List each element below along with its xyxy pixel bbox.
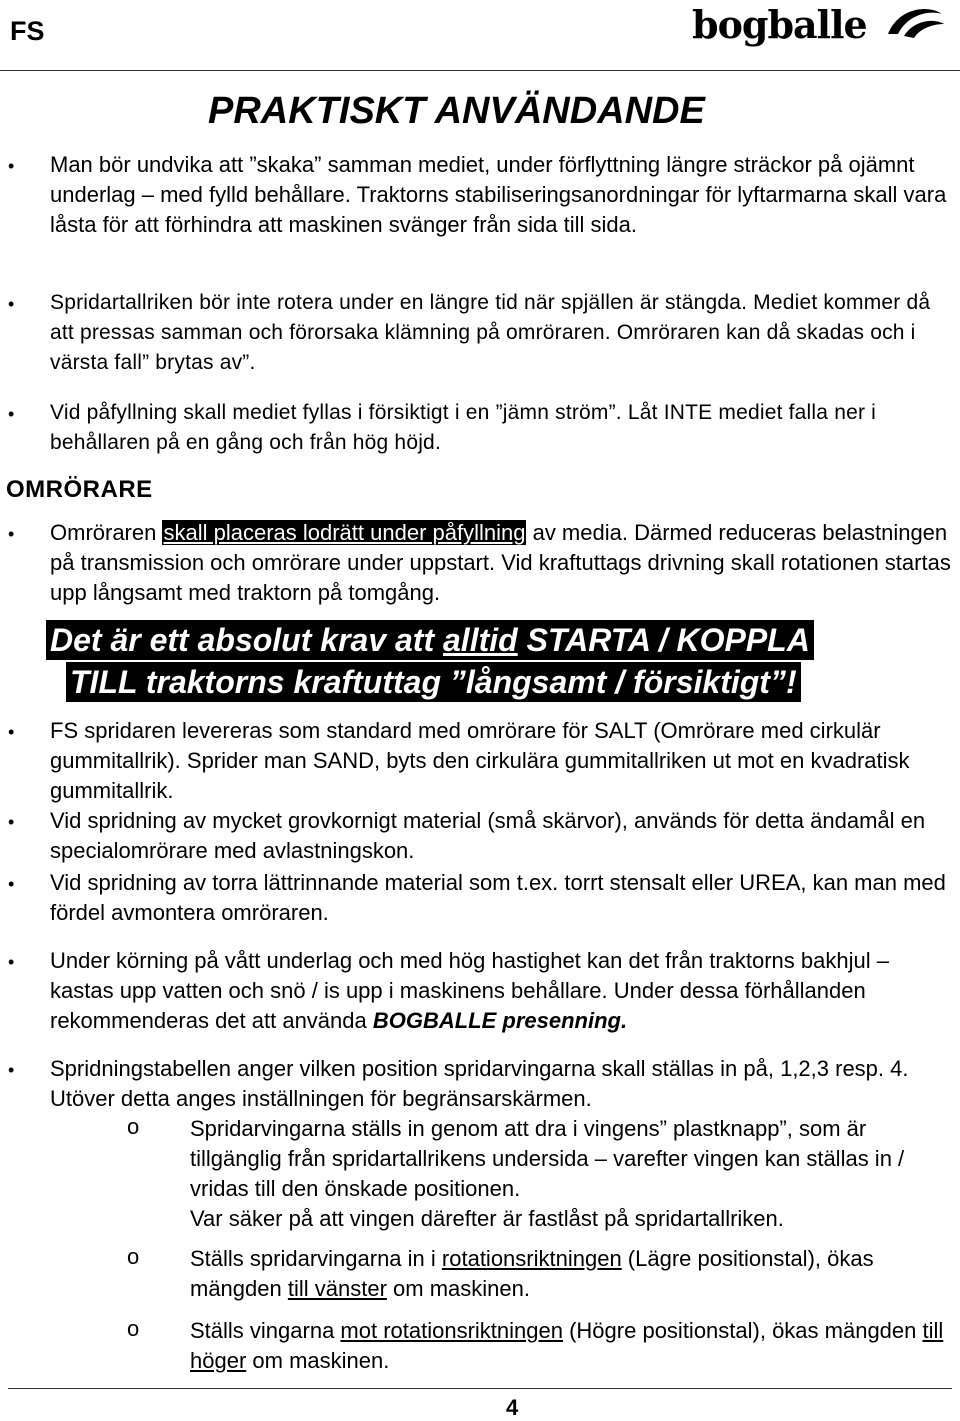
paragraph-agitator: Omröraren skall placeras lodrätt under påfyllning av media. Därmed reduceras belastningen på transmission och omrörare under uppstart. Vid kraftuttags drivning skall rotationen startas upp långsamt med traktorn på tomgång.: [50, 520, 951, 605]
sub-list-marker: o: [127, 1244, 140, 1269]
footer-divider: [8, 1388, 952, 1389]
bullet-mark: •: [8, 952, 15, 972]
bullet-mark: •: [8, 874, 15, 894]
sub-list-marker: o: [127, 1114, 140, 1139]
page-number: 4: [506, 1395, 519, 1420]
sub-item-vane-adjust: Spridarvingarna ställs in genom att dra i vingens” plastknapp”, som är tillgänglig från spridartallrikens undersida – varefter vingen kan ställas in / vridas till den önskade positionen. Var säker på att vingen därefter är fastlåst på spridartallriken.: [190, 1116, 905, 1231]
document-code: FS: [10, 16, 45, 46]
sub-list-marker: o: [127, 1316, 140, 1341]
highlighted-phrase: skall placeras lodrätt under påfyllning: [163, 520, 526, 545]
warning-line-1: Det är ett absolut krav att alltid STARTA / KOPPLA: [46, 620, 814, 660]
bullet-mark: •: [8, 1060, 15, 1080]
paragraph-spread-table: Spridningstabellen anger vilken position spridarvingarna skall ställas in på, 1,2,3 resp. 4. Utöver detta anges inställningen för begränsarskärmen.: [50, 1056, 909, 1111]
bullet-mark: •: [8, 156, 15, 176]
warning-line-2: TILL traktorns kraftuttag ”långsamt / försiktigt”!: [66, 662, 801, 702]
sub-item-against-rotation: Ställs vingarna mot rotationsriktningen (Högre positionstal), ökas mängden till höger om maskinen.: [190, 1318, 944, 1373]
page-title: PRAKTISKT ANVÄNDANDE: [208, 90, 705, 132]
paragraph-wet-conditions: Under körning på vått underlag och med hög hastighet kan det från traktorns bakhjul – kastas upp vatten och snö / is upp i maskinens behållare. Under dessa förhållanden rekommenderas det att använda BOGBALLE presenning.: [50, 948, 889, 1033]
paragraph-standard-agitator: FS spridaren levereras som standard med omrörare för SALT (Omrörare med cirkulär gummitallrik). Sprider man SAND, byts den cirkulära gummitallriken ut mot en kvadratisk gummitallrik.: [50, 718, 910, 803]
bogballe-logo: bogballe: [692, 2, 867, 47]
logo-swoosh-icon: [884, 4, 946, 44]
bullet-mark: •: [8, 524, 15, 544]
paragraph-filling: Vid påfyllning skall mediet fyllas i försiktigt i en ”jämn ström”. Låt INTE mediet falla ner i behållaren på en gång och från hög höjd.: [50, 401, 877, 454]
section-heading: OMRÖRARE: [6, 476, 153, 503]
sub-item-rotation-direction: Ställs spridarvingarna in i rotationsriktningen (Lägre positionstal), ökas mängden till vänster om maskinen.: [190, 1246, 874, 1301]
bullet-mark: •: [8, 722, 15, 742]
bullet-mark: •: [8, 812, 15, 832]
paragraph-spreader-disc: Spridartallriken bör inte rotera under en längre tid när spjällen är stängda. Mediet kommer då att pressas samman och förorsaka klämning på omröraren. Omröraren kan då skadas och i värsta fall” brytas av”.: [50, 291, 931, 374]
paragraph-transport: Man bör undvika att ”skaka” samman mediet, under förflyttning längre sträckor på ojämnt underlag – med fylld behållare. Traktorns stabiliseringsanordningar för lyftarmarna skall vara låsta för att förhindra att maskinen svänger från sida till sida.: [50, 152, 947, 237]
paragraph-coarse-material: Vid spridning av mycket grovkornigt material (små skärvor), används för detta ändamål en specialomrörare med avlastningskon.: [50, 808, 926, 863]
paragraph-dry-material: Vid spridning av torra lättrinnande material som t.ex. torrt stensalt eller UREA, kan man med fördel avmontera omröraren.: [50, 870, 946, 925]
bullet-mark: •: [8, 404, 15, 424]
bullet-mark: •: [8, 294, 15, 314]
header-divider: [0, 70, 960, 71]
